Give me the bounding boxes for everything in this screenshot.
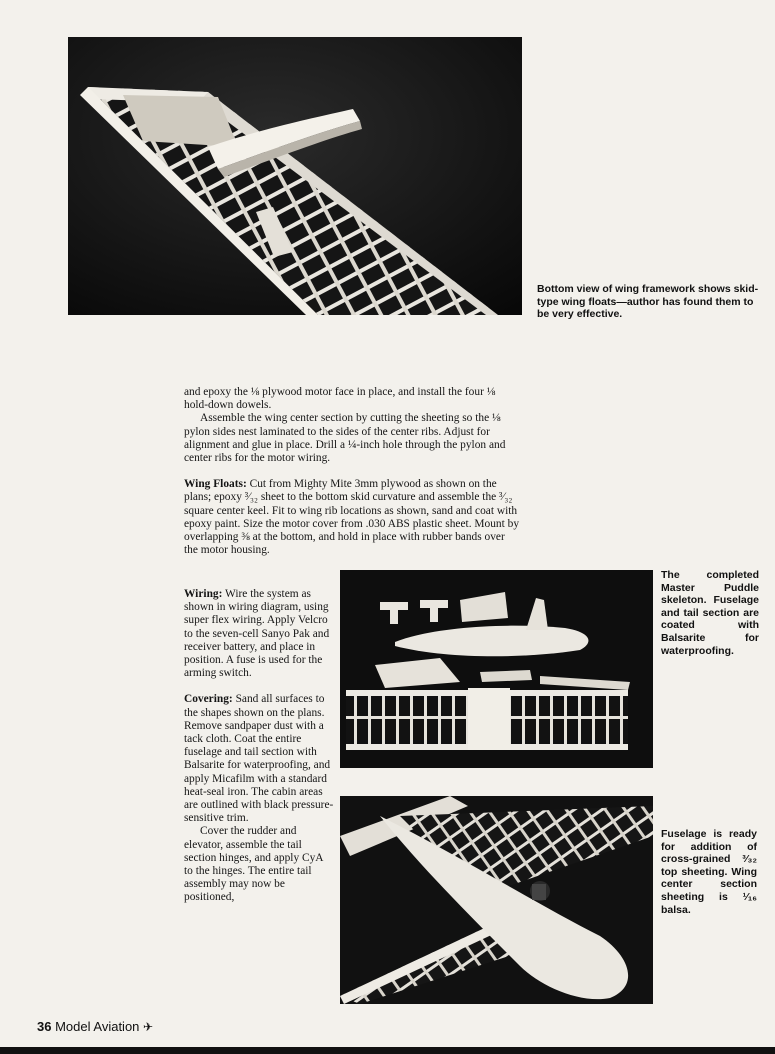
caption-top-photo: Bottom view of wing framework shows skid-type wing floats—author has found them to be very effective. bbox=[537, 283, 759, 321]
heading-wiring: Wiring: bbox=[184, 588, 223, 600]
page-footer bbox=[37, 1019, 153, 1034]
bottom-border bbox=[0, 1047, 775, 1054]
paragraph-tail: Cover the rudder and elevator, assemble the tail section hinges, and apply CyA to the hinges. The entire tail assembly may now be positioned, bbox=[184, 825, 323, 904]
article-column-narrow bbox=[184, 588, 334, 905]
paragraph-wing-center: Assemble the wing center section by cutting the sheeting so the ⅛ pylon sides nest laminated to the sides of the center ribs. Adjust for alignment and glue in place. Drill a ¼-inch hole through the pylon and center ribs for the motor wiring. bbox=[184, 412, 506, 465]
text-wing-floats: Cut from Mighty Mite 3mm plywood as shown on the plans; epoxy ³⁄₃₂ sheet to the bottom skid curvature and assemble the ³⁄₃₂ square center keel. Fit to wing rib locations as shown, sand and coat with epoxy paint. Size the motor cover from .030 ABS plastic sheet. Mount by overlapping ⅜ at the bottom, and hold in place with rubber bands over the motor housing. bbox=[184, 478, 520, 557]
text-covering: Sand all surfaces to the shapes shown on the plans. Remove sandpaper dust with a tack cloth. Coat the entire fuselage and tail section with Balsarite for waterproofing, and apply Micafilm with a standard heat-seal iron. The cabin areas are outlined with black pressure-sensitive trim. bbox=[184, 693, 334, 825]
paragraph-wiring bbox=[184, 588, 334, 680]
heading-covering: Covering: bbox=[184, 693, 233, 706]
paragraph-wing-floats bbox=[184, 478, 520, 557]
caption-middle-photo: The completed Master Puddle skeleton. Fuselage and tail section are coated with Balsarite for waterproofing. bbox=[661, 569, 759, 657]
paragraph-covering bbox=[184, 693, 334, 825]
magazine-name: Model Aviation bbox=[55, 1019, 140, 1034]
photo-skeleton-parts bbox=[340, 570, 653, 768]
airplane-icon: ✈ bbox=[143, 1020, 154, 1034]
article-column-wide bbox=[184, 386, 520, 557]
photo-fuselage-sheeting bbox=[340, 796, 653, 1004]
text-wiring: Wire the system as shown in wiring diagram, using super flex wiring. Apply Velcro to the seven-cell Sanyo Pak and receiver battery, and place in position. A fuse is used for the arming switch. bbox=[184, 588, 330, 680]
heading-wing-floats: Wing Floats: bbox=[184, 478, 247, 491]
photo-wing-framework bbox=[68, 37, 522, 315]
page-number: 36 bbox=[37, 1019, 52, 1034]
caption-bottom-photo: Fuselage is ready for addition of cross-grained ³⁄₃₂ top sheeting. Wing center section sheeting is ¹⁄₁₆ balsa. bbox=[661, 828, 757, 916]
paragraph-motor-face: and epoxy the ⅛ plywood motor face in place, and install the four ⅛ hold-down dowels. bbox=[184, 386, 496, 412]
